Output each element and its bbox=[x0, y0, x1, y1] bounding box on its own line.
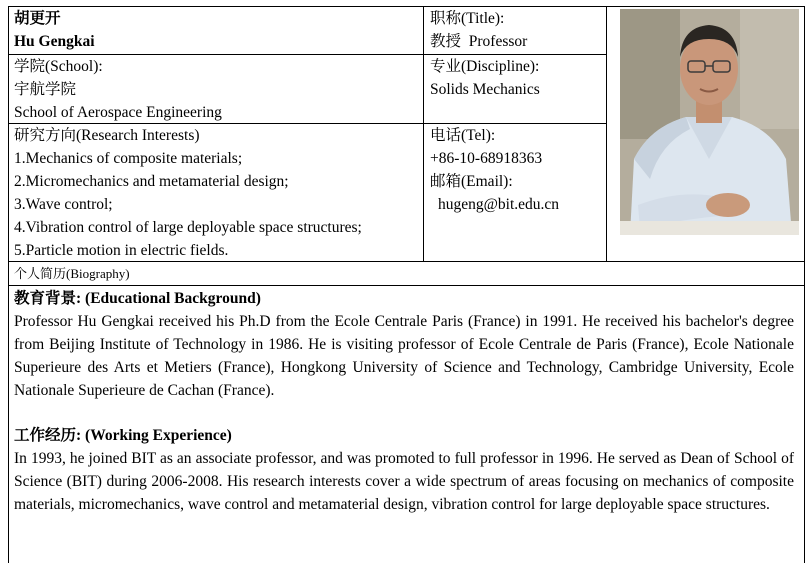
work-heading: 工作经历: (Working Experience) bbox=[14, 427, 232, 444]
email-value[interactable]: hugeng@bit.edu.cn bbox=[438, 196, 560, 213]
research-item: 4.Vibration control of large deployable space structures; bbox=[14, 219, 362, 236]
school-label: 学院(School): bbox=[14, 58, 103, 75]
tel-label: 电话(Tel): bbox=[430, 127, 496, 144]
research-item: 5.Particle motion in electric fields. bbox=[14, 242, 229, 259]
work-paragraph: In 1993, he joined BIT as an associate professor, and was promoted to full professor in 1996. He served as Dean of School of Science (BIT) during 2006-2008. His research interests cover a wide spectrum of areas focusing on mechanics of composite materials, micromechanics, wave control and metamaterial design, vibration control for large deployable space structures. bbox=[14, 450, 794, 513]
name-english: Hu Gengkai bbox=[14, 33, 95, 50]
education-paragraph: Professor Hu Gengkai received his Ph.D from the Ecole Centrale Paris (France) in 1991. He received his bachelor's degree from Beijing Institute of Technology in 1986. He is visiting professor of Ecole Centrale de Paris (France), Ecole Nationale Superieure des Arts et Metiers (France), Hongkong University of Science and Technology, Cambridge University, Ecole Nationale Superieure de Cachan (France). bbox=[14, 313, 794, 399]
discipline-value: Solids Mechanics bbox=[430, 81, 540, 98]
research-item: 1.Mechanics of composite materials; bbox=[14, 150, 243, 167]
email-label: 邮箱(Email): bbox=[430, 173, 513, 190]
table-border-top bbox=[8, 6, 805, 7]
title-label: 职称(Title): bbox=[430, 10, 505, 27]
school-chinese: 宇航学院 bbox=[14, 81, 77, 98]
research-interests-label: 研究方向(Research Interests) bbox=[14, 127, 200, 144]
research-item: 3.Wave control; bbox=[14, 196, 113, 213]
title-value: 教授 Professor bbox=[430, 33, 528, 50]
school-english: School of Aerospace Engineering bbox=[14, 104, 222, 121]
discipline-label: 专业(Discipline): bbox=[430, 58, 540, 75]
biography-label: 个人简历(Biography) bbox=[14, 266, 130, 281]
name-chinese: 胡更开 bbox=[14, 10, 61, 27]
column-divider-1 bbox=[423, 6, 424, 262]
tel-value: +86-10-68918363 bbox=[430, 150, 543, 167]
profile-photo bbox=[620, 9, 799, 235]
row-divider-4 bbox=[8, 285, 805, 286]
education-heading: 教育背景: (Educational Background) bbox=[14, 290, 261, 307]
column-divider-2 bbox=[606, 6, 607, 262]
research-item: 2.Micromechanics and metamaterial design; bbox=[14, 173, 289, 190]
